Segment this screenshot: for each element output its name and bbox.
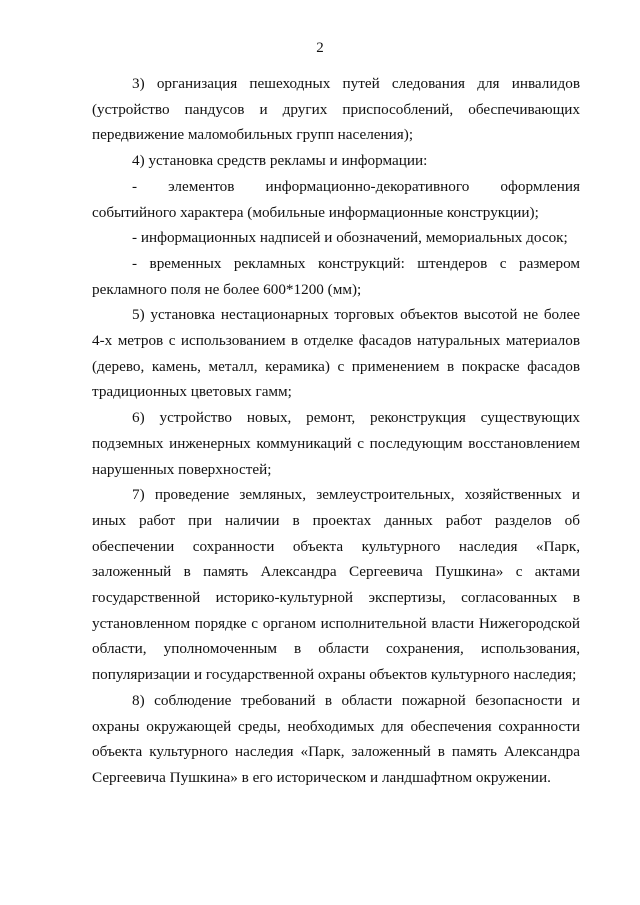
paragraph-item-3: 3) организация пешеходных путей следования для инвалидов (устройство пандусов и других приспособлений, обеспечивающих передвижение маломобильных групп населения); — [92, 75, 580, 144]
paragraph-subitem-advertising: - временных рекламных конструкций: штендеров с размером рекламного поля не более 600*1200 (мм); — [92, 254, 580, 298]
paragraph-item-5: 5) установка нестационарных торговых объектов высотой не более 4-х метров с использованием в отделке фасадов натуральных материалов (дерево, камень, металл, керамика) с применением в покраске фасадов традиционных цветовых гамм; — [92, 306, 580, 401]
paragraph-item-7: 7) проведение земляных, землеустроительных, хозяйственных и иных работ при наличии в проектах данных работ разделов об обеспечении сохранности объекта культурного наследия «Парк, заложенный в память Александра Сергеевича Пушкина» с актами государственной историко-культурной экспертизы, согласованных в установленном порядке с органом исполнительной власти Нижегородской области, уполномоченным в области сохранения, использования, популяризации и государственной охраны объектов культурного наследия; — [92, 486, 580, 684]
paragraph-item-4: 4) установка средств рекламы и информации: — [132, 152, 428, 170]
paragraph-item-6: 6) устройство новых, ремонт, реконструкция существующих подземных инженерных коммуникаций с последующим восстановлением нарушенных поверхностей; — [92, 409, 580, 478]
paragraph-subitem-signs: - информационных надписей и обозначений, мемориальных досок; — [132, 229, 568, 247]
paragraph-item-8: 8) соблюдение требований в области пожарной безопасности и охраны окружающей среды, необходимых для обеспечения сохранности объекта культурного наследия «Парк, заложенный в память Александра Сергеевича Пушкина» в его историческом и ландшафтном окружении. — [92, 691, 580, 786]
paragraph-subitem-decorative: - элементов информационно-декоративного оформления событийного характера (мобильные информационные конструкции); — [92, 177, 580, 221]
document-body — [92, 71, 580, 791]
page-number: 2 — [316, 40, 324, 56]
